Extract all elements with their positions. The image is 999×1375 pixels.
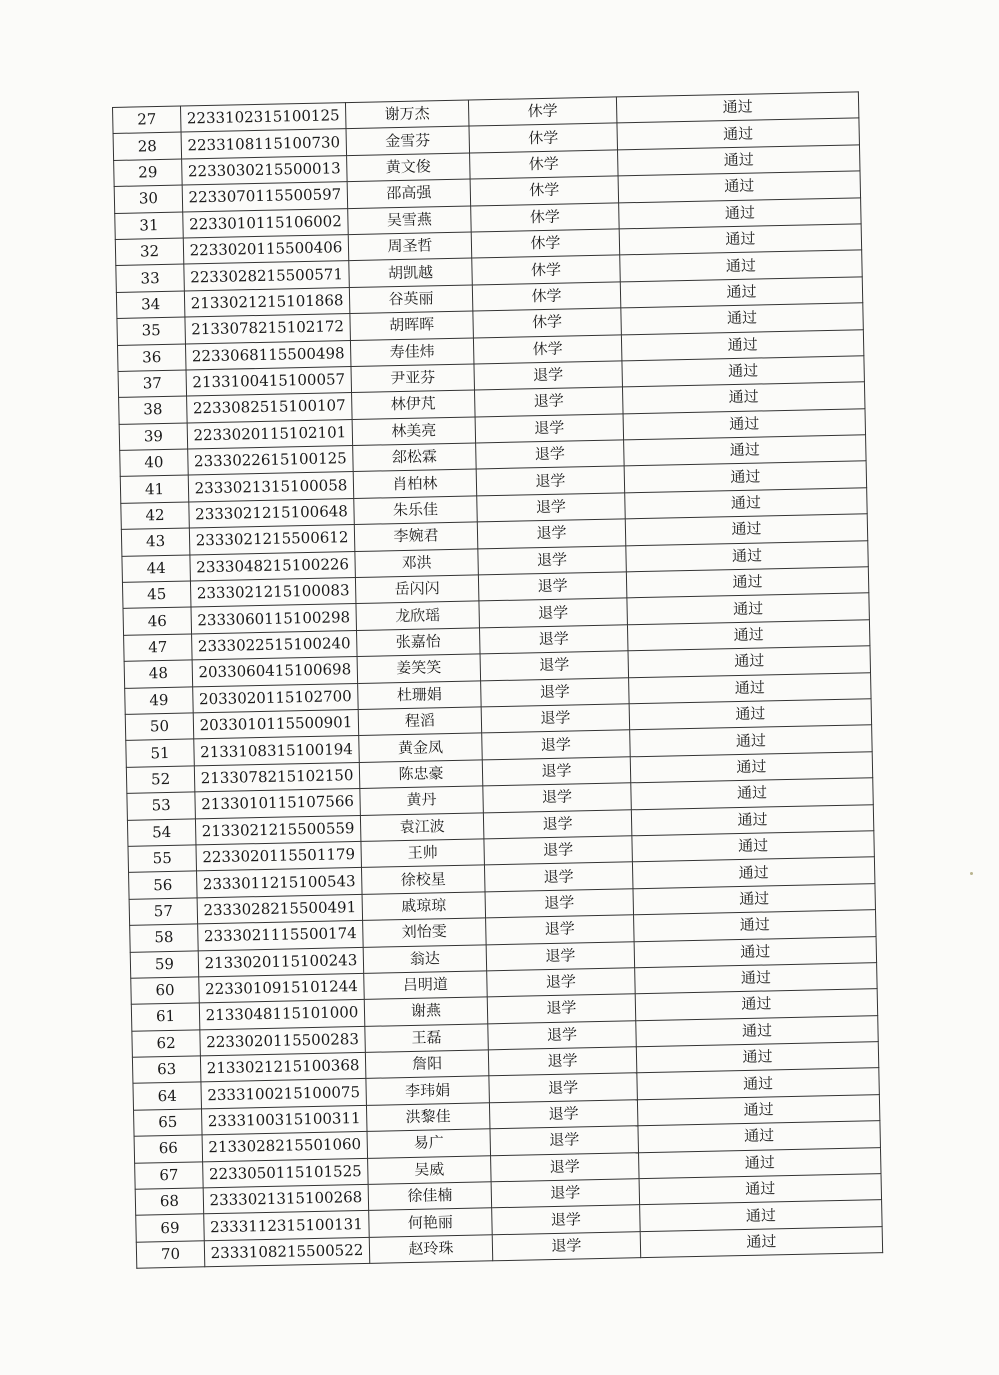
request-type-cell: 退学 — [482, 757, 631, 786]
result-cell: 通过 — [621, 303, 863, 334]
student-name-cell: 周圣哲 — [348, 232, 472, 261]
row-number-cell: 40 — [120, 449, 189, 477]
student-name-cell: 李玮娟 — [366, 1076, 490, 1105]
student-name-cell: 林伊芃 — [352, 390, 476, 419]
request-type-cell: 退学 — [488, 1020, 637, 1049]
request-type-cell: 退学 — [479, 598, 628, 627]
result-cell: 通过 — [629, 699, 871, 730]
student-id-cell: 2233028215500571 — [184, 261, 350, 291]
result-cell: 通过 — [637, 1068, 879, 1099]
result-cell: 通过 — [618, 145, 860, 176]
student-id-cell: 2233020115501179 — [196, 841, 362, 871]
row-number-cell: 46 — [123, 607, 192, 635]
request-type-cell: 退学 — [486, 915, 635, 944]
student-name-cell: 易广 — [367, 1129, 491, 1158]
result-cell: 通过 — [632, 857, 874, 888]
result-cell: 通过 — [621, 329, 863, 360]
student-name-cell: 刘怡雯 — [363, 918, 487, 947]
request-type-cell: 退学 — [484, 836, 633, 865]
request-type-cell: 退学 — [475, 414, 624, 443]
request-type-cell: 退学 — [476, 440, 625, 469]
student-id-cell: 2133108315100194 — [194, 736, 360, 766]
result-cell: 通过 — [622, 382, 864, 413]
result-cell: 通过 — [633, 883, 875, 914]
student-name-cell: 岳闪闪 — [355, 575, 479, 604]
student-name-cell: 黄金凤 — [359, 733, 483, 762]
row-number-cell: 64 — [133, 1082, 202, 1110]
result-cell: 通过 — [625, 488, 867, 519]
student-name-cell: 戚琼琼 — [362, 892, 486, 921]
result-cell: 通过 — [625, 514, 867, 545]
row-number-cell: 43 — [121, 528, 190, 556]
student-id-cell: 2133021215500559 — [195, 815, 361, 845]
student-id-cell: 2233068115500498 — [185, 340, 351, 370]
request-type-cell: 退学 — [483, 783, 632, 812]
approval-table — [112, 91, 883, 1269]
request-type-cell: 退学 — [477, 519, 626, 548]
student-id-cell: 2333022515100240 — [192, 630, 358, 660]
result-cell: 通过 — [631, 804, 873, 835]
student-id-cell: 2233010115106002 — [183, 208, 349, 238]
student-id-cell: 2233102315100125 — [180, 103, 346, 133]
row-number-cell: 42 — [121, 502, 190, 530]
student-name-cell: 李婉君 — [354, 522, 478, 551]
student-id-cell: 2033060415100698 — [192, 657, 358, 687]
request-type-cell: 退学 — [475, 387, 624, 416]
result-cell: 通过 — [626, 567, 868, 598]
row-number-cell: 56 — [129, 871, 198, 899]
student-name-cell: 寿佳炜 — [350, 337, 474, 366]
student-name-cell: 尹亚芬 — [351, 364, 475, 393]
row-number-cell: 38 — [119, 396, 188, 424]
request-type-cell: 休学 — [473, 308, 622, 337]
request-type-cell: 休学 — [473, 334, 622, 363]
request-type-cell: 退学 — [474, 361, 623, 390]
request-type-cell: 退学 — [491, 1179, 640, 1208]
student-id-cell: 2233020115500406 — [183, 235, 349, 265]
student-name-cell: 胡凯越 — [349, 258, 473, 287]
result-cell: 通过 — [631, 778, 873, 809]
row-number-cell: 37 — [118, 370, 187, 398]
student-name-cell: 邓洪 — [355, 549, 479, 578]
request-type-cell: 退学 — [477, 493, 626, 522]
request-type-cell: 退学 — [487, 994, 636, 1023]
request-type-cell: 退学 — [488, 1047, 637, 1076]
row-number-cell: 35 — [117, 317, 186, 345]
student-id-cell: 2133021215100368 — [200, 1052, 366, 1082]
student-id-cell: 2133020115100243 — [198, 947, 364, 977]
row-number-cell: 54 — [127, 818, 196, 846]
student-name-cell: 王磊 — [365, 1024, 489, 1053]
request-type-cell: 退学 — [491, 1152, 640, 1181]
request-type-cell: 退学 — [485, 888, 634, 917]
request-type-cell: 退学 — [492, 1205, 641, 1234]
row-number-cell: 36 — [117, 344, 186, 372]
request-type-cell: 退学 — [476, 466, 625, 495]
request-type-cell: 退学 — [479, 625, 628, 654]
request-type-cell: 休学 — [472, 255, 621, 284]
request-type-cell: 休学 — [468, 97, 617, 126]
student-name-cell: 吴威 — [368, 1155, 492, 1184]
student-id-cell: 2133100415100057 — [186, 366, 352, 396]
row-number-cell: 60 — [131, 977, 200, 1005]
student-name-cell: 肖柏林 — [353, 469, 477, 498]
result-cell: 通过 — [639, 1147, 881, 1178]
row-number-cell: 62 — [132, 1030, 201, 1058]
result-cell: 通过 — [622, 356, 864, 387]
row-number-cell: 65 — [134, 1109, 203, 1137]
student-name-cell: 翁达 — [363, 944, 487, 973]
row-number-cell: 28 — [113, 132, 182, 160]
student-name-cell: 杜珊娟 — [358, 681, 482, 710]
result-cell: 通过 — [617, 118, 859, 149]
student-name-cell: 黄丹 — [360, 786, 484, 815]
student-id-cell: 2133028215501060 — [202, 1132, 368, 1162]
student-name-cell: 金雪芬 — [346, 126, 470, 155]
row-number-cell: 39 — [119, 423, 188, 451]
student-id-cell: 2333021215100083 — [190, 578, 356, 608]
row-number-cell: 66 — [134, 1135, 203, 1163]
row-number-cell: 29 — [114, 159, 183, 187]
student-name-cell: 姜笑笑 — [357, 654, 481, 683]
result-cell: 通过 — [635, 989, 877, 1020]
request-type-cell: 休学 — [469, 123, 618, 152]
row-number-cell: 45 — [122, 581, 191, 609]
row-number-cell: 51 — [126, 739, 195, 767]
row-number-cell: 58 — [130, 924, 199, 952]
result-cell: 通过 — [640, 1200, 882, 1231]
request-type-cell: 退学 — [492, 1231, 641, 1260]
student-id-cell: 2333021215100648 — [189, 498, 355, 528]
student-id-cell: 2333100315100311 — [201, 1105, 367, 1135]
student-id-cell: 2333011215100543 — [197, 868, 363, 898]
student-id-cell: 2233010915101244 — [199, 973, 365, 1003]
result-cell: 通过 — [640, 1226, 882, 1257]
result-cell: 通过 — [634, 936, 876, 967]
student-id-cell: 2233108115100730 — [181, 129, 347, 159]
result-cell: 通过 — [632, 831, 874, 862]
student-id-cell: 2333060115100298 — [191, 604, 357, 634]
result-cell: 通过 — [636, 1015, 878, 1046]
request-type-cell: 休学 — [470, 150, 619, 179]
student-name-cell: 徐佳楠 — [368, 1182, 492, 1211]
student-id-cell: 2333100215100075 — [201, 1079, 367, 1109]
result-cell: 通过 — [624, 461, 866, 492]
request-type-cell: 退学 — [481, 677, 630, 706]
student-id-cell: 2333108215500522 — [204, 1237, 370, 1267]
student-name-cell: 徐校星 — [361, 865, 485, 894]
student-id-cell: 2033010115500901 — [193, 709, 359, 739]
student-name-cell: 龙欣瑶 — [356, 601, 480, 630]
student-name-cell: 谷英丽 — [349, 285, 473, 314]
row-number-cell: 44 — [122, 555, 191, 583]
result-cell: 通过 — [618, 171, 860, 202]
student-name-cell: 赵玲珠 — [369, 1235, 493, 1264]
student-id-cell: 2233030215500013 — [182, 155, 348, 185]
student-name-cell: 何艳丽 — [369, 1208, 493, 1237]
request-type-cell: 休学 — [471, 202, 620, 231]
student-name-cell: 邵高强 — [347, 179, 471, 208]
student-id-cell: 2233082515100107 — [187, 393, 353, 423]
result-cell: 通过 — [628, 646, 870, 677]
row-number-cell: 48 — [124, 660, 193, 688]
student-name-cell: 吕明道 — [364, 971, 488, 1000]
request-type-cell: 退学 — [489, 1100, 638, 1129]
row-number-cell: 70 — [136, 1241, 205, 1269]
student-id-cell: 2333112315100131 — [204, 1211, 370, 1241]
student-id-cell: 2333021315100058 — [188, 472, 354, 502]
request-type-cell: 退学 — [482, 730, 631, 759]
row-number-cell: 57 — [129, 898, 198, 926]
row-number-cell: 49 — [125, 687, 194, 715]
student-name-cell: 谢燕 — [364, 997, 488, 1026]
student-id-cell: 2133078215102172 — [185, 314, 351, 344]
row-number-cell: 67 — [135, 1161, 204, 1189]
table-body — [113, 92, 883, 1269]
result-cell: 通过 — [635, 963, 877, 994]
row-number-cell: 69 — [136, 1214, 205, 1242]
result-cell: 通过 — [620, 277, 862, 308]
result-cell: 通过 — [630, 725, 872, 756]
student-id-cell: 2333048215100226 — [190, 551, 356, 581]
row-number-cell: 59 — [130, 950, 199, 978]
result-cell: 通过 — [619, 197, 861, 228]
scan-speck — [970, 872, 973, 875]
result-cell: 通过 — [624, 435, 866, 466]
student-id-cell: 2333022615100125 — [188, 446, 354, 476]
request-type-cell: 退学 — [489, 1073, 638, 1102]
student-id-cell: 2333021315100268 — [203, 1184, 369, 1214]
student-name-cell: 詹阳 — [365, 1050, 489, 1079]
student-id-cell: 2233070115500597 — [182, 182, 348, 212]
row-number-cell: 63 — [132, 1056, 201, 1084]
request-type-cell: 退学 — [484, 862, 633, 891]
student-id-cell: 2233020115102101 — [187, 419, 353, 449]
student-name-cell: 吴雪燕 — [348, 206, 472, 235]
row-number-cell: 53 — [127, 792, 196, 820]
student-id-cell: 2133021215101868 — [184, 287, 350, 317]
request-type-cell: 退学 — [486, 941, 635, 970]
result-cell: 通过 — [620, 250, 862, 281]
student-id-cell: 2333021115500174 — [198, 921, 364, 951]
row-number-cell: 33 — [116, 264, 185, 292]
request-type-cell: 退学 — [490, 1126, 639, 1155]
row-number-cell: 30 — [114, 185, 183, 213]
table-container — [112, 91, 882, 1269]
result-cell: 通过 — [638, 1121, 880, 1152]
result-cell: 通过 — [619, 224, 861, 255]
student-name-cell: 谢万杰 — [345, 100, 469, 129]
row-number-cell: 34 — [116, 291, 185, 319]
request-type-cell: 退学 — [480, 651, 629, 680]
result-cell: 通过 — [630, 751, 872, 782]
request-type-cell: 休学 — [471, 229, 620, 258]
result-cell: 通过 — [639, 1174, 881, 1205]
student-name-cell: 王帅 — [361, 839, 485, 868]
result-cell: 通过 — [626, 540, 868, 571]
request-type-cell: 休学 — [470, 176, 619, 205]
result-cell: 通过 — [623, 408, 865, 439]
row-number-cell: 27 — [113, 106, 182, 134]
request-type-cell: 退学 — [481, 704, 630, 733]
request-type-cell: 退学 — [487, 968, 636, 997]
student-name-cell: 林美亮 — [352, 417, 476, 446]
student-name-cell: 朱乐佳 — [354, 496, 478, 525]
student-id-cell: 2033020115102700 — [193, 683, 359, 713]
result-cell: 通过 — [636, 1042, 878, 1073]
request-type-cell: 休学 — [472, 282, 621, 311]
student-name-cell: 胡晖晖 — [350, 311, 474, 340]
student-id-cell: 2333021215500612 — [189, 525, 355, 555]
result-cell: 通过 — [637, 1094, 879, 1125]
request-type-cell: 退学 — [478, 572, 627, 601]
result-cell: 通过 — [627, 593, 869, 624]
row-number-cell: 61 — [131, 1003, 200, 1031]
result-cell: 通过 — [634, 910, 876, 941]
row-number-cell: 55 — [128, 845, 197, 873]
row-number-cell: 50 — [125, 713, 194, 741]
student-id-cell: 2133010115107566 — [195, 789, 361, 819]
student-id-cell: 2333028215500491 — [197, 894, 363, 924]
row-number-cell: 31 — [115, 212, 184, 240]
result-cell: 通过 — [616, 92, 858, 123]
row-number-cell: 52 — [126, 766, 195, 794]
student-name-cell: 张嘉怡 — [357, 628, 481, 657]
student-name-cell: 郐松霖 — [353, 443, 477, 472]
student-name-cell: 黄文俊 — [347, 153, 471, 182]
row-number-cell: 32 — [115, 238, 184, 266]
student-name-cell: 袁江波 — [360, 812, 484, 841]
result-cell: 通过 — [629, 672, 871, 703]
result-cell: 通过 — [627, 620, 869, 651]
row-number-cell: 41 — [120, 475, 189, 503]
student-id-cell: 2233050115101525 — [203, 1158, 369, 1188]
request-type-cell: 退学 — [483, 809, 632, 838]
request-type-cell: 退学 — [478, 545, 627, 574]
student-id-cell: 2133048115101000 — [199, 1000, 365, 1030]
row-number-cell: 68 — [135, 1188, 204, 1216]
row-number-cell: 47 — [124, 634, 193, 662]
student-name-cell: 程滔 — [358, 707, 482, 736]
student-name-cell: 洪黎佳 — [366, 1103, 490, 1132]
student-id-cell: 2133078215102150 — [194, 762, 360, 792]
student-id-cell: 2233020115500283 — [200, 1026, 366, 1056]
student-name-cell: 陈忠豪 — [359, 760, 483, 789]
